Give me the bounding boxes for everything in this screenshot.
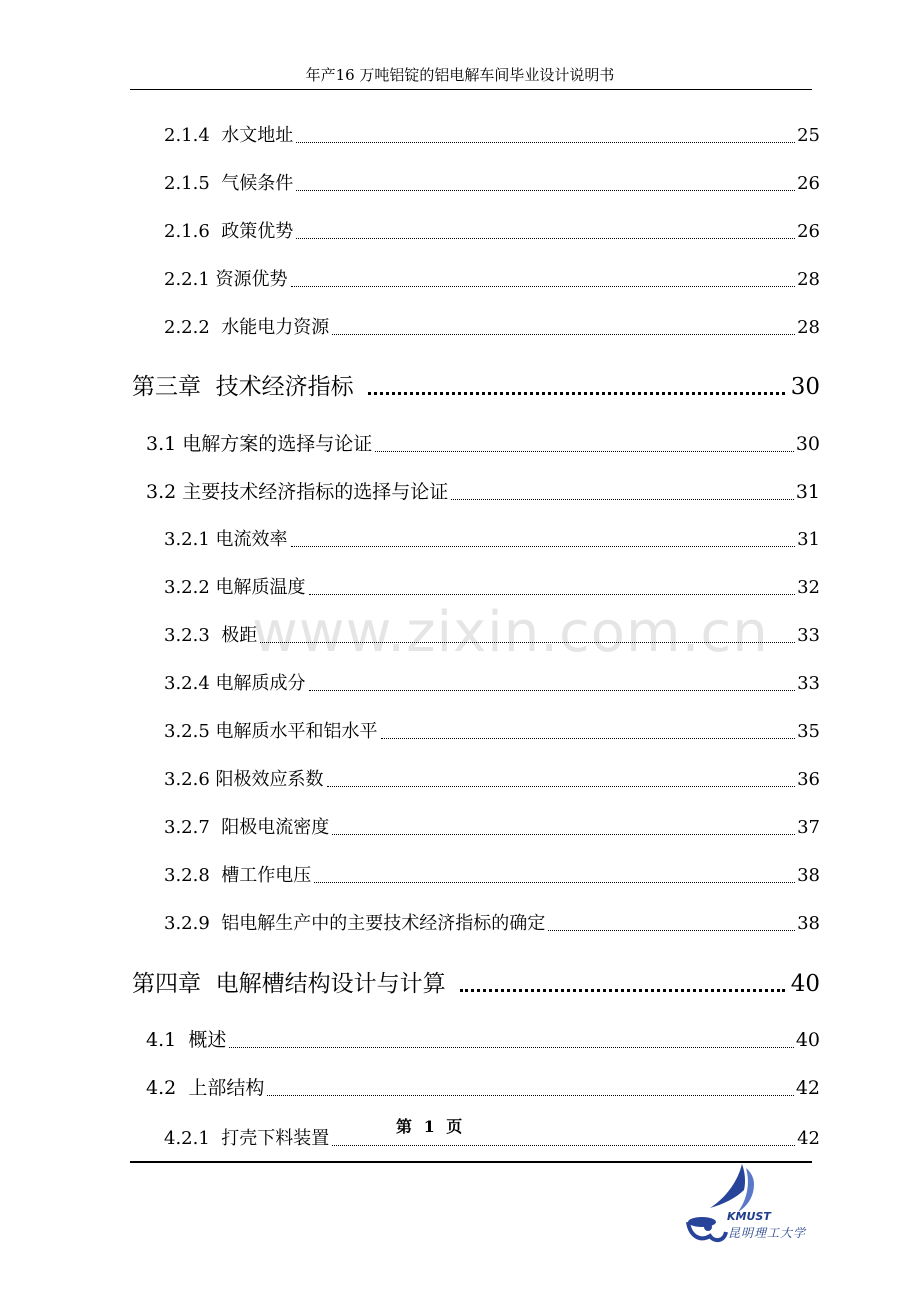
toc-num: 3.2.6 [164,769,210,790]
toc-title: 电解槽结构设计与计算 [215,971,446,997]
toc-entry-2-1-5[interactable] [164,169,820,195]
toc-leader [267,1095,793,1096]
toc-entry-4-1[interactable] [146,1025,820,1052]
toc-leader [375,451,794,452]
toc-page: 40 [790,971,820,997]
toc-leader [327,786,796,787]
toc-num: 4.2 [146,1077,177,1099]
toc-num: 3.2.5 [164,721,210,742]
toc-num: 3.2.8 [164,865,210,886]
toc-entry-2-1-4[interactable] [164,121,820,147]
toc-leader [548,930,795,931]
toc-page: 35 [797,721,820,742]
toc-entry-3-2-3[interactable] [164,621,820,647]
toc-title: 水能电力资源 [221,317,330,338]
toc-leader [451,499,794,500]
toc-leader [296,238,795,239]
toc-page: 31 [797,529,820,550]
toc-leader [314,882,795,883]
toc-page: 30 [790,374,820,400]
toc-leader [332,334,795,335]
toc-num: 4.1 [146,1029,177,1051]
toc-entry-3-2[interactable] [146,477,820,504]
toc-entry-chapter-3[interactable] [132,368,820,401]
toc-num: 2.1.4 [164,125,210,146]
toc-num: 第三章 [132,374,201,400]
logo-wordmark: KMUST [727,1210,771,1223]
toc-entry-3-2-4[interactable] [164,669,820,695]
toc-title: 极距 [221,625,258,646]
toc-entry-3-2-1[interactable] [164,525,820,551]
toc-page: 28 [797,269,820,290]
toc-title: 水文地址 [221,125,294,146]
toc-entry-3-1[interactable] [146,429,820,456]
toc-leader [291,286,796,287]
toc-leader [332,1145,795,1146]
toc-entry-3-2-9[interactable] [164,909,820,935]
toc-title: 概述 [188,1029,227,1051]
toc-entry-3-2-7[interactable] [164,813,820,839]
toc-leader [381,738,796,739]
toc-page: 26 [797,173,820,194]
toc-entry-4-2-1[interactable] [164,1124,820,1150]
toc-page: 31 [795,481,820,503]
toc-leader [309,690,796,691]
running-header: 年产16 万吨铝锭的铝电解车间毕业设计说明书 [305,66,615,84]
toc-title: 资源优势 [215,269,288,290]
toc-num: 3.1 [146,433,177,455]
toc-title: 电解质成分 [215,673,306,694]
header-rule [130,89,812,90]
logo-flame-shape [710,1164,745,1208]
watermark: www.zixin.com.cn [252,600,769,665]
logo-base-shape [688,1217,716,1227]
toc-page: 32 [797,577,820,598]
toc-num: 3.2 [146,481,177,503]
toc-entry-chapter-4[interactable] [132,965,820,998]
toc-title: 电流效率 [215,529,288,550]
toc-page: 25 [797,125,820,146]
toc-entry-4-2[interactable] [146,1073,820,1100]
toc-leader [309,594,796,595]
toc-title: 阳极效应系数 [215,769,324,790]
toc-num: 4.2.1 [164,1128,210,1149]
toc-entry-2-2-2[interactable] [164,313,820,339]
toc-page: 33 [797,673,820,694]
toc-num: 2.2.2 [164,317,210,338]
toc-title: 铝电解生产中的主要技术经济指标的确定 [221,913,546,934]
toc-num: 3.2.7 [164,817,210,838]
toc-num: 2.1.5 [164,173,210,194]
toc-num: 2.2.1 [164,269,210,290]
toc-page: 42 [797,1128,820,1149]
toc-title: 电解方案的选择与论证 [182,433,373,455]
toc-entry-3-2-8[interactable] [164,861,820,887]
toc-title: 阳极电流密度 [221,817,330,838]
toc-leader [229,1047,793,1048]
toc-num: 2.1.6 [164,221,210,242]
toc-leader [296,190,795,191]
toc-num: 3.2.9 [164,913,210,934]
toc-entry-3-2-5[interactable] [164,717,820,743]
toc-leader [296,142,795,143]
logo-dot-shape [704,1223,712,1231]
page-number: 第 1 页 [396,1117,466,1136]
toc-entry-2-1-6[interactable] [164,217,820,243]
toc-title: 打壳下料装置 [221,1128,330,1149]
toc-title: 技术经济指标 [215,374,354,400]
toc-page: 33 [797,625,820,646]
toc-page: 38 [797,865,820,886]
logo-cn-name: 昆明理工大学 [728,1226,807,1240]
toc-leader [291,546,796,547]
toc-num: 3.2.1 [164,529,210,550]
toc-entry-3-2-6[interactable] [164,765,820,791]
toc-leader [460,989,785,992]
toc-page: 26 [797,221,820,242]
toc-title: 槽工作电压 [221,865,312,886]
toc-title: 电解质温度 [215,577,306,598]
toc-page: 36 [797,769,820,790]
toc-num: 3.2.3 [164,625,210,646]
toc-num: 3.2.4 [164,673,210,694]
toc-title: 政策优势 [221,221,294,242]
toc-page: 28 [797,317,820,338]
toc-page: 37 [797,817,820,838]
toc-entry-2-2-1[interactable] [164,265,820,291]
toc-title: 电解质水平和铝水平 [215,721,378,742]
toc-title: 上部结构 [188,1077,265,1099]
toc-num: 第四章 [132,971,201,997]
toc-leader [332,834,795,835]
toc-page: 40 [795,1029,820,1051]
toc-page: 38 [797,913,820,934]
toc-leader [260,642,795,643]
toc-leader [368,392,785,395]
toc-page: 42 [795,1077,820,1099]
toc-entry-3-2-2[interactable] [164,573,820,599]
toc-page: 30 [795,433,820,455]
toc-title: 气候条件 [221,173,294,194]
toc-num: 3.2.2 [164,577,210,598]
toc-title: 主要技术经济指标的选择与论证 [182,481,449,503]
